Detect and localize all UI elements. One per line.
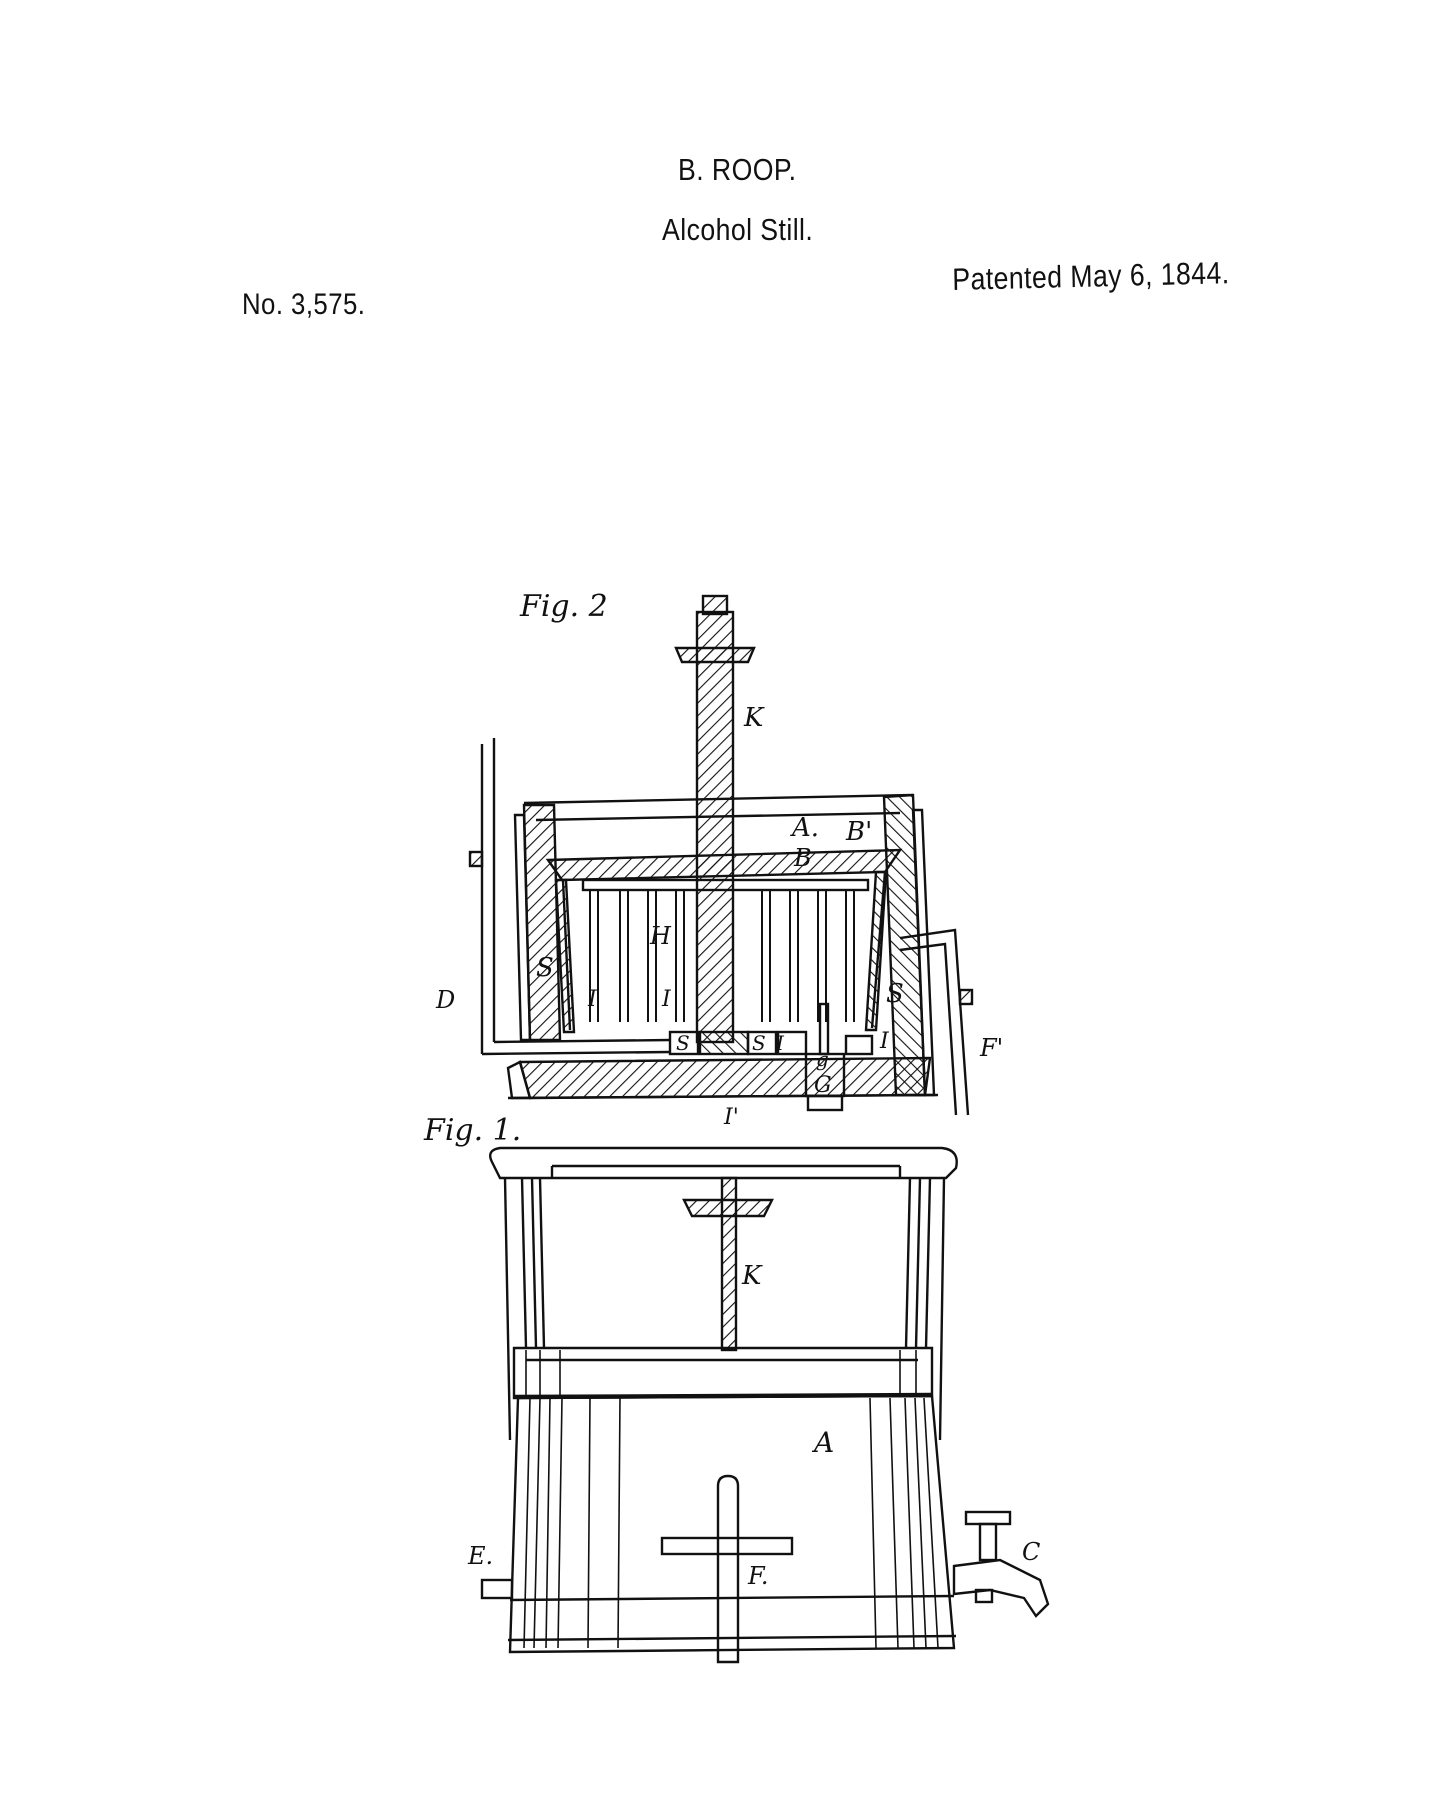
patent-date: Patented May 6, 1844. [952,255,1230,297]
fig1-label-F: F. [748,1562,769,1590]
fig2-shaft-collar [676,648,754,662]
figure-2 [470,596,972,1115]
fig1-caption: Fig. 1. [424,1113,522,1148]
fig2-label-D: D [436,986,456,1014]
fig2-label-A: A. [792,813,820,843]
patent-title: Alcohol Still. [662,212,814,247]
fig1-label-A: A [814,1426,835,1459]
fig2-label-G: G [814,1073,832,1098]
fig1-label-K: K [742,1261,762,1291]
fig2-label-I2: I [662,987,671,1012]
fig1-tub-band [514,1348,932,1398]
fig1-lid [490,1148,957,1178]
fig1-cross [662,1538,792,1554]
fig2-shaft-cap [703,596,727,614]
fig2-label-I4: I [880,1029,889,1054]
fig1-outlet-E [482,1580,512,1598]
fig2-label-K: K [744,703,764,733]
fig2-label-I3: I [776,1031,784,1055]
fig2-label-F-prime: F' [980,1034,1004,1062]
fig2-label-H: H [650,922,671,950]
fig1-label-E: E. [468,1542,494,1570]
fig2-shaft [697,612,733,1042]
fig2-label-S-bottom2: S [752,1031,766,1055]
fig1-tub [510,1396,954,1652]
fig2-label-S-bottom1: S [676,1031,690,1055]
fig2-label-I1: I [588,987,597,1012]
fig1-plunger [718,1476,738,1662]
fig2-base [520,1058,930,1098]
fig2-label-S-right: S [886,979,904,1009]
fig2-label-B: B [794,844,812,872]
fig2-label-B-prime: B' [846,817,873,847]
fig2-label-I-prime: I' [724,1105,739,1130]
fig2-label-S-left: S [536,953,554,983]
fig1-label-C: C [1022,1538,1041,1566]
fig2-label-g: g [816,1047,829,1071]
fig2-inner-top-B [548,850,900,880]
fig1-gear [684,1200,772,1216]
patent-number: No. 3,575. [242,288,366,321]
fig2-caption: Fig. 2 [520,589,608,624]
inventor-name: B. ROOP. [678,152,797,187]
